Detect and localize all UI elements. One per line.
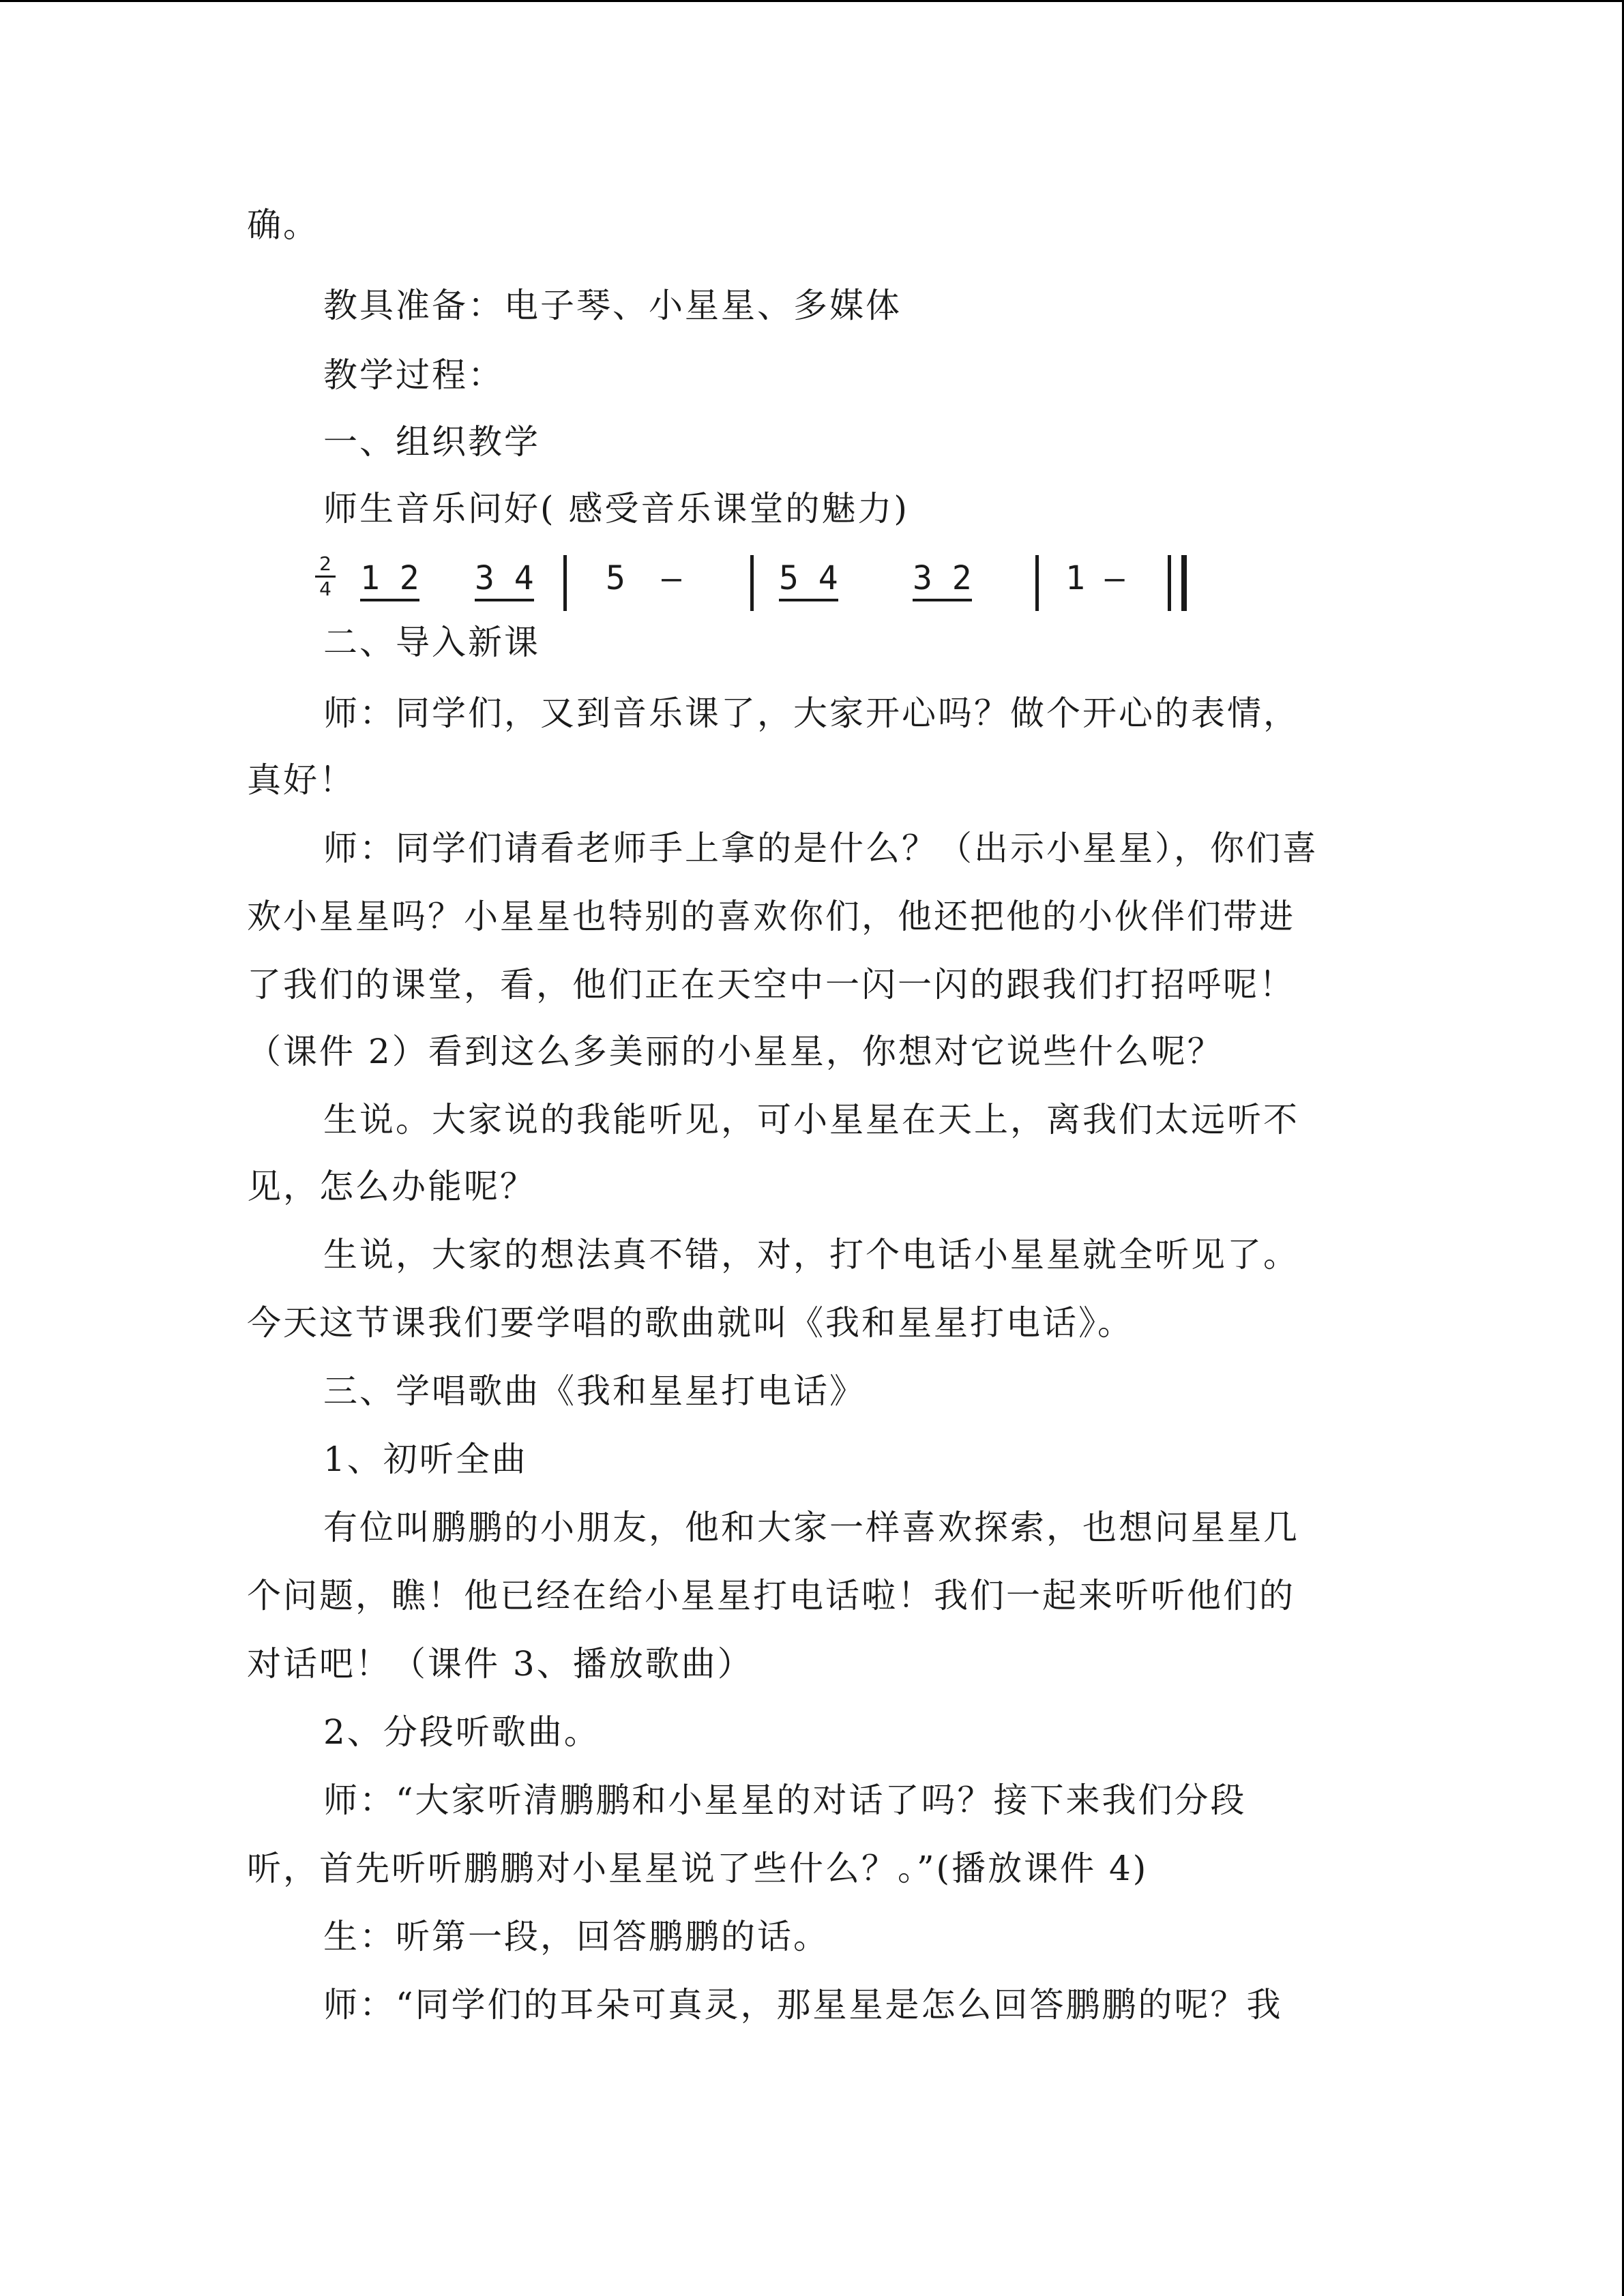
measure-4: 1 — <box>1065 559 1125 597</box>
measure-1-beat-2: 3 4 <box>475 559 534 601</box>
text-line: 欢小星星吗？小星星也特别的喜欢你们，他还把他的小伙伴们带进 <box>247 897 1295 936</box>
measure-3-beat-1: 5 4 <box>779 559 838 601</box>
time-signature <box>315 554 336 599</box>
text-line: 师生音乐问好( 感受音乐课堂的魅力) <box>323 489 909 528</box>
text-line: 一、组织教学 <box>323 422 540 462</box>
text-line: 生：听第一段，回答鹏鹏的话。 <box>323 1917 829 1956</box>
final-barline-thin <box>1168 555 1171 611</box>
text-line: 确。 <box>247 205 319 245</box>
text-line: 师：“大家听清鹏鹏和小星星的对话了吗？接下来我们分段 <box>323 1780 1247 1820</box>
time-signature-bottom: 4 <box>319 578 331 600</box>
text-line: 2、分段听歌曲。 <box>323 1712 600 1752</box>
measure-2-note: 5 <box>606 559 625 597</box>
final-barline-thick <box>1181 555 1187 611</box>
text-line: 生说，大家的想法真不错，对，打个电话小星星就全听见了。 <box>323 1235 1299 1274</box>
text-line: 师：同学们请看老师手上拿的是什么？（出示小星星），你们喜 <box>323 829 1318 868</box>
text-line: 二、导入新课 <box>323 623 540 662</box>
text-line: 见，怎么办能呢？ <box>247 1167 536 1206</box>
barline-3 <box>1035 555 1039 611</box>
text-line: （课件 2）看到这么多美丽的小星星，你想对它说些什么呢？ <box>247 1032 1224 1071</box>
text-line: 三、学唱歌曲《我和星星打电话》 <box>323 1371 866 1411</box>
measure-1-beat-1: 1 2 <box>360 559 419 601</box>
barline-2 <box>750 555 754 611</box>
text-line: 生说。大家说的我能听见，可小星星在天上，离我们太远听不 <box>323 1100 1299 1139</box>
text-line: 个问题，瞧！他已经在给小星星打电话啦！我们一起来听听他们的 <box>247 1576 1295 1615</box>
text-line: 对话吧！（课件 3、播放歌曲） <box>247 1644 754 1684</box>
text-line: 了我们的课堂，看，他们正在天空中一闪一闪的跟我们打招呼呢！ <box>247 965 1295 1004</box>
text-line: 1、初听全曲 <box>323 1440 528 1479</box>
text-line: 教具准备：电子琴、小星星、多媒体 <box>323 286 902 325</box>
time-signature-top: 2 <box>319 552 331 575</box>
text-line: 听，首先听听鹏鹏对小星星说了些什么？。”(播放课件 4) <box>247 1849 1149 1888</box>
music-notation <box>0 546 1624 621</box>
text-line: 今天这节课我们要学唱的歌曲就叫《我和星星打电话》。 <box>247 1303 1134 1343</box>
measure-3-beat-2: 3 2 <box>913 559 972 601</box>
text-line: 真好！ <box>247 760 355 800</box>
barline-1 <box>563 555 567 611</box>
text-line: 有位叫鹏鹏的小朋友，他和大家一样喜欢探索，也想问星星几 <box>323 1508 1299 1547</box>
text-line: 师：同学们，又到音乐课了，大家开心吗？做个开心的表情， <box>323 694 1299 733</box>
measure-2-dash: — <box>662 559 681 597</box>
text-line: 教学过程： <box>323 355 504 395</box>
text-line: 师：“同学们的耳朵可真灵，那星星是怎么回答鹏鹏的呢？我 <box>323 1985 1283 2025</box>
